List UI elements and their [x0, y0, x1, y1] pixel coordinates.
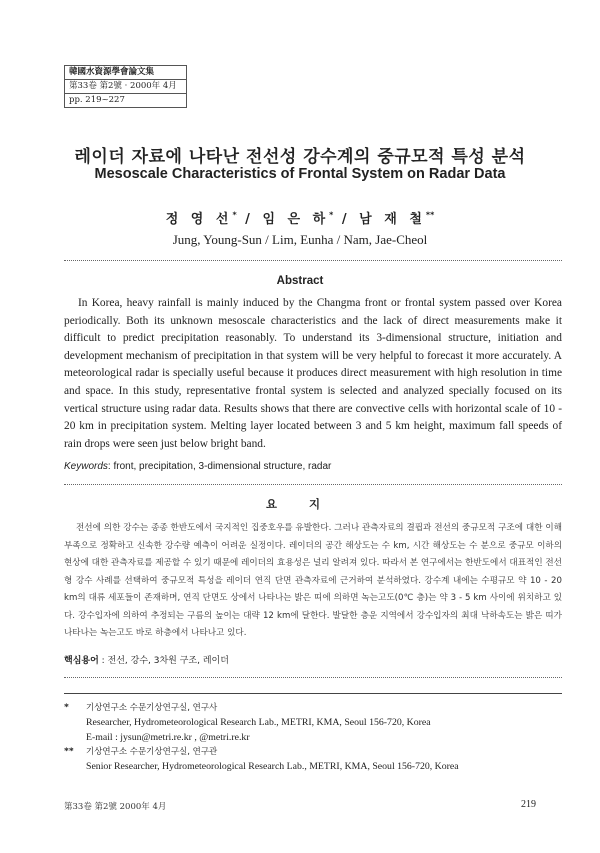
- author-separator: /: [333, 212, 360, 227]
- footnote-rule: [64, 693, 562, 694]
- footnote-1: [64, 701, 562, 745]
- footnotes: [64, 701, 562, 775]
- divider-dotted: [64, 484, 562, 485]
- author-3-mark: **: [425, 210, 435, 220]
- abstract-body: In Korea, heavy rainfall is mainly induced by the Changma front or frontal system passed over Korea periodically. Both its unknown mesoscale characteristics and the lack of direct measurements make it difficult to predict precipitation reasonably. To understand its 3-dimensional structure, initiation and development mechanism of precipitation in that system will be very helpful to forecast it more accurately. A meteorological radar is specially useful because it produces direct measurement with high resolution in time and space. In this study, representative frontal system is selected and analyzed specially focused on its vertical structure using radar data. Results shows that there are convective cells with horizontal scale of 10 - 20 km in precipitation system. Melting layer located between 3 and 5 km height, maximum fall speeds of rain drops were seen just below bright band.: [64, 297, 562, 450]
- footnote-2-mark: **: [64, 746, 74, 758]
- footnote-2: [64, 745, 562, 775]
- footnote-2-korean: 기상연구소 수문기상연구실, 연구관: [86, 747, 218, 758]
- journal-volume: 第33卷 第2號 · 2000年 4月: [65, 80, 186, 94]
- journal-name: 韓國水資源學會論文集: [65, 66, 186, 80]
- footnote-1-email: E-mail : jysun@metri.re.kr , @metri.re.kr: [86, 731, 250, 743]
- author-2-name: 임 은 하: [262, 212, 330, 227]
- ko-keywords-label: 핵심용어: [64, 656, 99, 666]
- yoji-keywords: [64, 654, 562, 668]
- yoji-body: 전선에 의한 강수는 종종 한반도에서 국지적인 집중호우를 유발한다. 그러나 관측자료의 결핍과 전선의 중규모적 구조에 대한 이해 부족으로 정확하고 신속한 강수량 예측이 어려운 실정이다. 레이더의 공간 해상도는 수 km, 시간 해상도는 수 분으로 중규모 이하의 현상에 대한 관측자료를 제공할 수 있기 때문에 레이더의 효용성은 널리 알려져 있다. 따라서 본 연구에서는 한반도에서 대표적인 전선형 강수 사례를 선택하여 중규모적 특성을 레이더 연직 단면 관측자료에 근거하여 분석하였다. 강수계 내에는 수평규모 약 10 - 20 km의 대류 세포들이 존재하며, 연직 단면도 상에서 나타나는 밝은 띠에 의하면 녹는고도(0℃ 층)는 약 3 - 5 km 사이에 위치하고 있다. 강수입자에 의하여 추정되는 구름의 높이는 대략 12 km에 달한다. 발달한 층운 지역에서 강수입자의 최대 낙하속도는 밝은 띠가 나타나는 녹는고도 바로 하층에서 나타나고 있다.: [64, 523, 562, 638]
- journal-info-box: [64, 65, 187, 108]
- journal-pages: pp. 219~227: [69, 95, 125, 105]
- footer-journal-issue: 第33卷 第2號 2000年 4月: [64, 802, 167, 812]
- author-1-mark: *: [232, 210, 237, 220]
- authors-english: Jung, Young-Sun / Lim, Eunha / Nam, Jae-Cheol: [172, 232, 428, 247]
- title-korean: 레이더 자료에 나타난 전선성 강수계의 중규모적 특성 분석: [74, 147, 526, 167]
- footnote-1-korean: 기상연구소 수문기상연구실, 연구사: [86, 703, 218, 713]
- abstract-heading: Abstract: [276, 275, 324, 287]
- divider-dotted: [64, 677, 562, 678]
- author-2-mark: *: [329, 210, 334, 220]
- author-3-name: 남 재 철: [359, 212, 426, 227]
- keywords-text: : front, precipitation, 3-dimensional structure, radar: [107, 461, 332, 472]
- authors-korean: [0, 208, 600, 227]
- author-separator: /: [236, 212, 263, 227]
- keywords-label: Keywords: [64, 461, 108, 472]
- title-english: Mesoscale Characteristics of Frontal System on Radar Data: [94, 166, 506, 182]
- abstract-keywords: [64, 460, 562, 474]
- author-1-name: 정 영 선: [165, 212, 233, 227]
- ko-keywords-text: : 전선, 강수, 3차원 구조, 레이더: [98, 656, 229, 666]
- footnote-2-english: Senior Researcher, Hydrometeorological Research Lab., METRI, KMA, Seoul 156-720, Korea: [86, 761, 459, 773]
- yoji-heading: 요 지: [265, 497, 335, 511]
- footnote-1-english: Researcher, Hydrometeorological Research Lab., METRI, KMA, Seoul 156-720, Korea: [86, 716, 431, 728]
- divider-dotted: [64, 260, 562, 261]
- page-number: 219: [521, 799, 536, 810]
- footnote-1-mark: *: [64, 702, 69, 713]
